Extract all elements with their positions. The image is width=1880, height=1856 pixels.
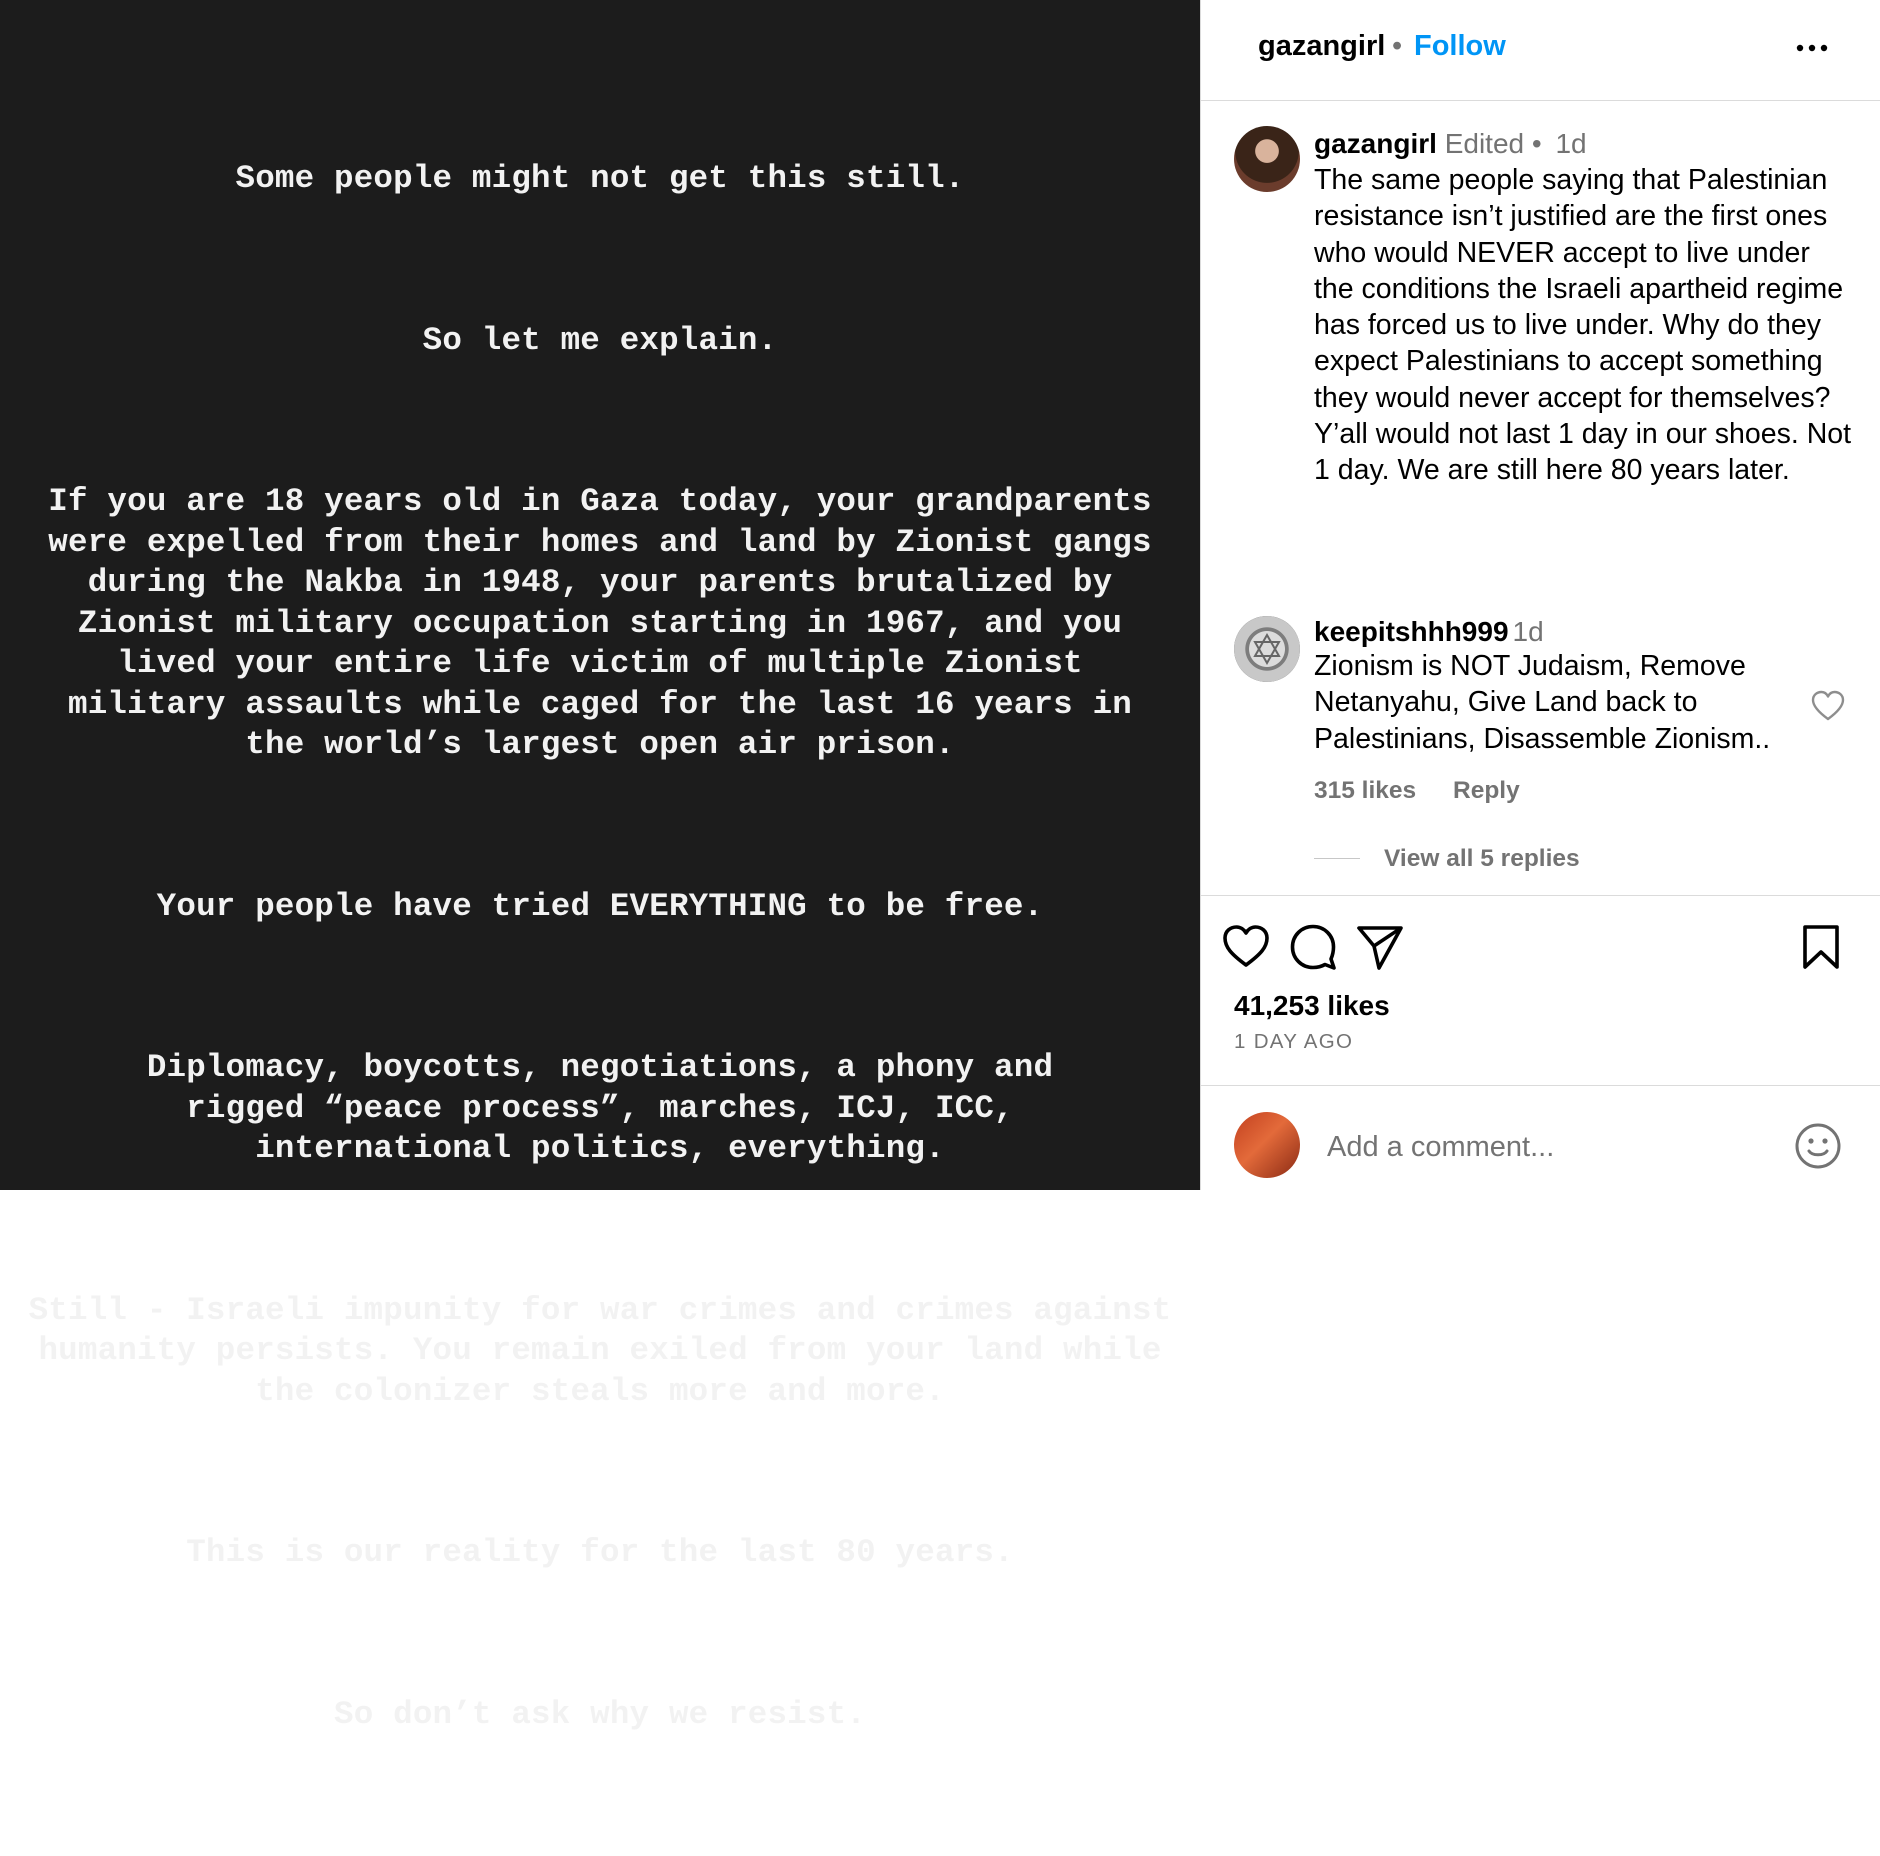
post-likes[interactable]: 41,253 likes — [1234, 990, 1390, 1021]
emoji-icon[interactable] — [1794, 1122, 1842, 1170]
caption-time[interactable]: 1d — [1555, 128, 1587, 159]
reply-button[interactable]: Reply — [1453, 777, 1520, 804]
comment-icon[interactable] — [1288, 922, 1338, 972]
image-paragraph: Diplomacy, boycotts, negotiations, a phony and rigged “peace process”, marches, ICJ, ICC, international politics, everything. — [146, 1049, 1073, 1167]
commenter-avatar[interactable] — [1234, 616, 1300, 682]
post-image-text — [25, 78, 1192, 1856]
actions-divider — [1201, 895, 1880, 896]
caption — [1314, 126, 1854, 489]
caption-meta — [1314, 126, 1854, 162]
heart-icon[interactable] — [1221, 922, 1271, 972]
comment — [1314, 616, 1794, 757]
bookmark-icon[interactable] — [1796, 922, 1846, 972]
post-header — [1201, 0, 1880, 101]
image-paragraph: So don’t ask why we resist. — [334, 1695, 866, 1733]
image-paragraph: This is our reality for the last 80 years. — [186, 1534, 1014, 1571]
image-paragraph: Still - Israeli impunity for war crimes and crimes against humanity persists. You remain exiled from your land while the colonizer steals more and more. — [28, 1291, 1192, 1410]
follow-button[interactable]: Follow — [1414, 30, 1506, 62]
comment-text: Zionism is NOT Judaism, Remove Netanyahu, Give Land back to Palestinians, Disassemble Zionism.. — [1314, 650, 1771, 755]
comment-actions — [1314, 777, 1550, 805]
image-paragraph: Some people might not get this still. — [235, 160, 965, 197]
caption-username[interactable]: gazangirl — [1314, 128, 1437, 159]
post-details-panel — [1200, 0, 1880, 1190]
comment-time[interactable]: 1d — [1512, 616, 1544, 647]
more-options-icon[interactable] — [1792, 28, 1832, 68]
header-username[interactable]: gazangirl — [1258, 30, 1386, 62]
view-replies-button[interactable]: View all 5 replies — [1384, 845, 1580, 872]
caption-separator: • — [1531, 128, 1542, 159]
comment-input[interactable] — [1325, 1124, 1729, 1170]
comment-username[interactable]: keepitshhh999 — [1314, 616, 1509, 647]
comment-box-divider — [1201, 1085, 1880, 1086]
caption-text: The same people saying that Palestinian resistance isn’t justified are the first ones who would NEVER accept to live under the conditions the Israeli apartheid regime has forced us to live under. Why do they expect Palestinians to accept something they would never accept for themselves? Y’all would not last 1 day in our shoes. Not 1 day. We are still here 80 years later. — [1314, 164, 1852, 487]
image-paragraph: If you are 18 years old in Gaza today, your grandparents were expelled from their homes and land by Zionist gangs during the Nakba in 1948, your parents brutalized by Zionist military occupation starting in 1967, and you lived your entire life victim of multiple Zionist military assaults while caged for the last 16 years in the world’s largest open air prison. — [48, 483, 1172, 763]
image-paragraph: Your people have tried EVERYTHING to be free. — [156, 887, 1044, 925]
post-time[interactable]: 1 DAY AGO — [1234, 1030, 1354, 1053]
comment-likes[interactable]: 315 likes — [1314, 777, 1417, 804]
share-icon[interactable] — [1355, 922, 1405, 972]
author-avatar[interactable] — [1234, 126, 1300, 192]
header-separator: • — [1392, 30, 1403, 62]
comment-like-heart-icon[interactable] — [1811, 690, 1845, 722]
current-user-avatar — [1234, 1112, 1300, 1178]
replies-divider — [1314, 858, 1360, 859]
caption-edited: Edited — [1444, 128, 1525, 159]
image-paragraph: So let me explain. — [422, 321, 778, 359]
